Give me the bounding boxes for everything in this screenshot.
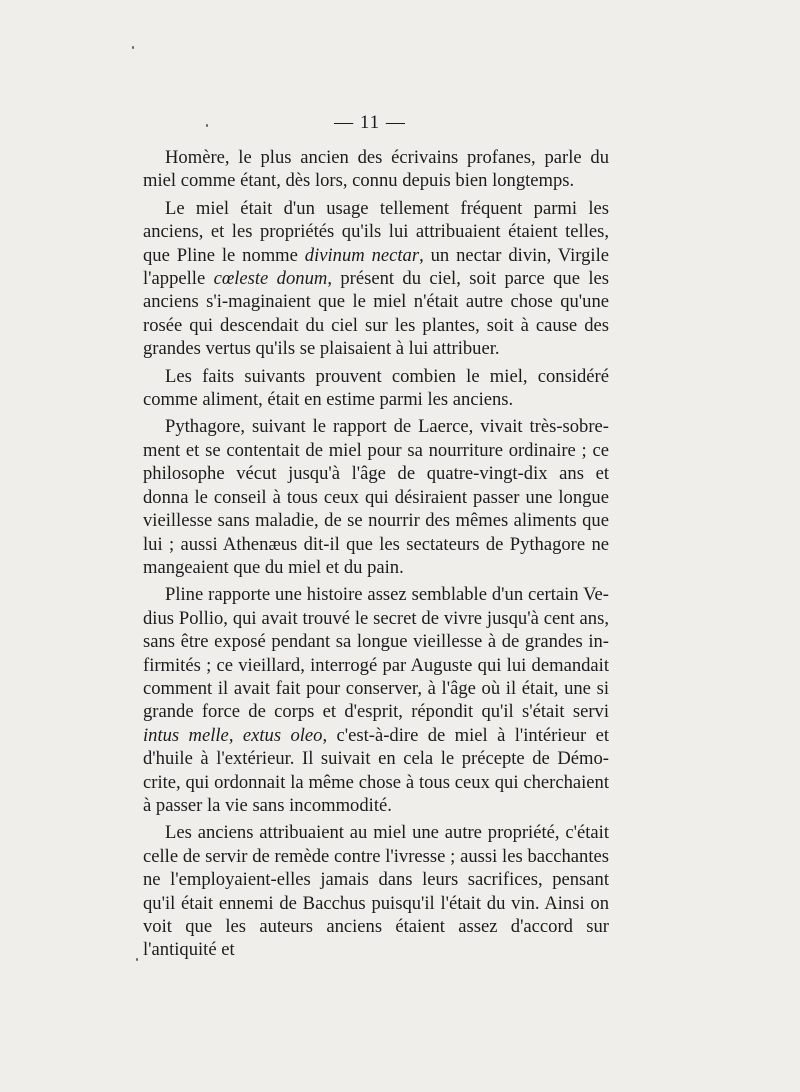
paragraph <box>143 415 609 579</box>
ink-speck <box>136 958 138 961</box>
text-run: , présent du ciel, soit parce que les anciens s'i-maginaient que le miel n'était autre chose qu'une rosée qui descendait du ciel sur les plantes, soit à cause des grandes vertus qu'ils se plaisaient à lui attribuer. <box>143 268 609 360</box>
paragraph <box>143 197 609 361</box>
text-run: Les anciens attribuaient au miel une autre propriété, c'était celle de servir de remède contre l'ivresse ; aussi les bacchantes ne l'employaient-elles jamais dans leurs sacrifices, pensant qu'il était ennemi de Bacchus puisqu'il l'était du vin. Ainsi on voit que les auteurs anciens étaient assez d'accord sur l'antiquité et <box>143 822 609 961</box>
latin-phrase: extus oleo <box>242 724 323 746</box>
latin-phrase: divinum nectar <box>304 244 420 266</box>
paragraph <box>143 583 609 817</box>
paragraph <box>143 365 609 412</box>
text-run: Homère, le plus ancien des écrivains profanes, parle du miel comme étant, dès lors, connu depuis bien longtemps. <box>143 147 609 192</box>
body-text <box>143 146 609 966</box>
text-run: , c'est-à-dire de miel à l'intérieur et d'huile à l'extérieur. Il suivait en cela le précepte de Démo-crite, qui ordonnait la même chose à tous ceux qui cherchaient à passer la vie sans incommodité. <box>143 724 610 816</box>
text-run: Le miel était d'un usage tellement fréquent parmi les anciens, et les propriétés qu'ils lui attribuaient étaient telles, que Pline le nomme <box>143 197 609 266</box>
text-run: , <box>228 724 243 746</box>
latin-phrase: intus melle <box>143 724 229 746</box>
paragraph <box>143 821 609 961</box>
paragraph <box>143 146 609 193</box>
latin-phrase: cœleste donum <box>213 268 328 290</box>
page-number: — 11 — <box>334 112 406 133</box>
text-run: Les faits suivants prouvent combien le miel, considéré comme aliment, était en estime parmi les anciens. <box>143 365 609 411</box>
text-run: Pline rapporte une histoire assez semblable d'un certain Ve-dius Pollio, qui avait trouvé le secret de vivre jusqu'à cent ans, sans être exposé pendant sa longue vieillesse à de grandes in-firmités ; ce vieillard, interrogé par Auguste qui lui demandait comment il avait fait pour conserver, à l'âge où il était, une si grande force de corps et d'esprit, répondit qu'il s'était servi <box>143 584 609 723</box>
ink-speck <box>132 46 134 49</box>
text-run: Pythagore, suivant le rapport de Laerce, vivait très-sobre-ment et se contentait de miel pour sa nourriture ordinaire ; ce philosophe vécut jusqu'à l'âge de quatre-vingt-dix ans et donna le conseil à tous ceux qui désiraient passer une longue vieillesse sans maladie, de se nourrir des mêmes aliments que lui ; aussi Athenæus dit-il que les sectateurs de Pythagore ne mangeaient que du miel et du pain. <box>143 416 609 578</box>
text-run: , un nectar divin, Virgile l'appelle <box>143 244 609 290</box>
